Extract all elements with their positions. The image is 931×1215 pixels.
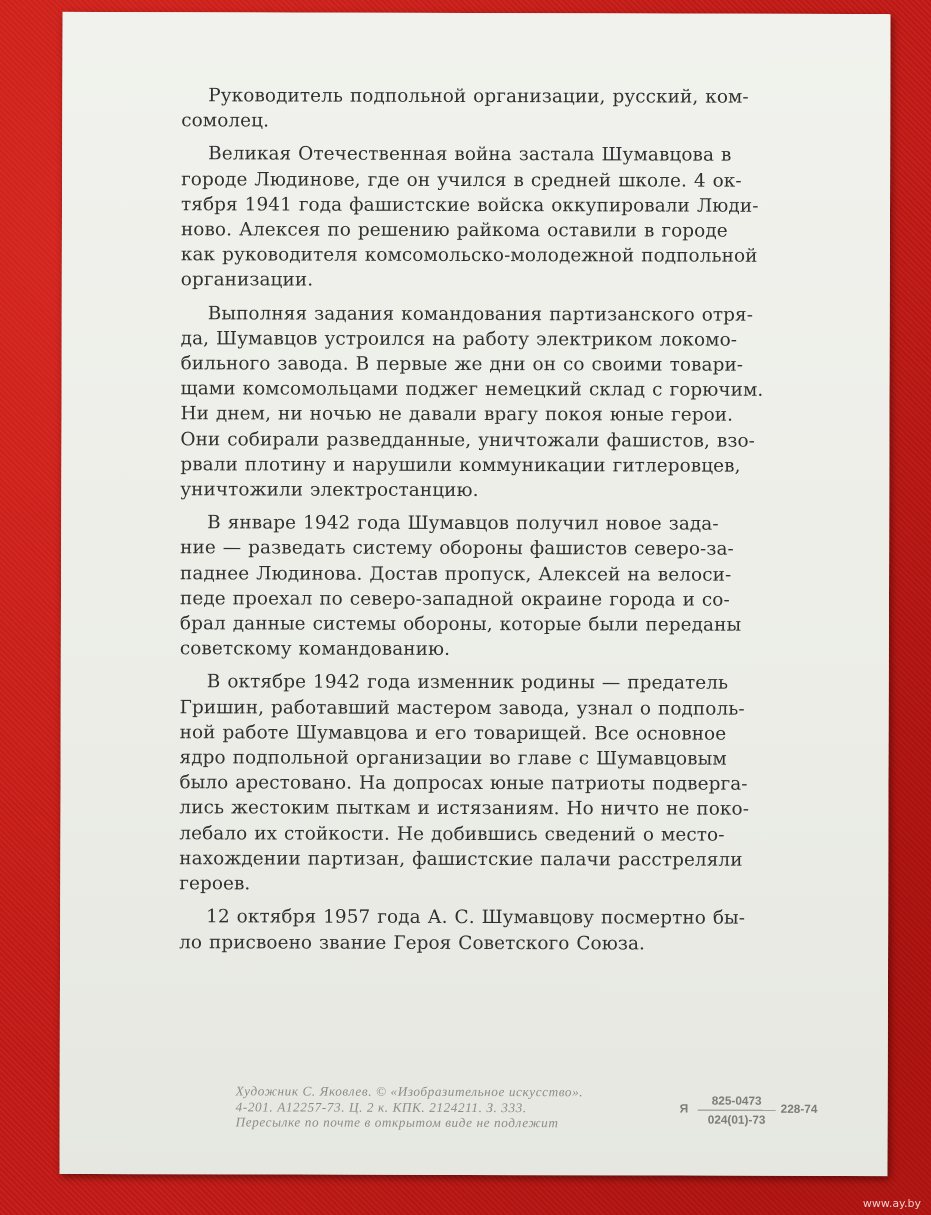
paragraph-6: 12 октября 1957 года А. С. Шумавцову посмертно бы- ло присвоено звание Героя Советского Союза. [179, 906, 746, 954]
index-numerator: 825-0473 [698, 1094, 776, 1111]
imprint-print-code-line: 4-201. А12257-73. Ц. 2 к. КПК. 2124211. З. 333. [235, 1098, 527, 1115]
index-suffix: 228-74 [780, 1101, 818, 1116]
imprint-artist-line: Художник С. Яковлев. © «Изобразительное искусство». [235, 1083, 584, 1100]
postcard-back [59, 12, 890, 1176]
paragraph-1: Руководитель подпольной организации, русский, ком- сомолец. [181, 85, 749, 132]
paragraph-3: Выполняя задания командования партизанского отря- да, Шумавцов устроился на работу электриком локомо- бильного завода. В первые же дни он со своими товари- щами комсомольцами поджег немецкий склад с горючим. Ни днем, ни ночью не давали врагу покоя юные герои. Они собирали разведданные, уничтожали фашистов, взо- рвали плотину и нарушили коммуникации гитлеровцев, уничтожили электростанцию. [180, 302, 764, 502]
index-letter: Я [679, 1101, 689, 1116]
site-watermark: www.ay.by [862, 1197, 921, 1210]
index-fraction [698, 1094, 776, 1127]
biography-text [179, 83, 827, 964]
imprint-postal-notice: Пересылке по почте в открытом виде не подлежит [235, 1114, 559, 1131]
paragraph-2: Великая Отечественная война застала Шумавцова в городе Людинове, где он учился в средней школе. 4 ок- тября 1941 года фашистские войска оккупировали Люди- ново. Алексея по решению райкома оставили в городе как руководителя комсомольско-молодежной подпольной организации. [180, 143, 759, 291]
index-denominator: 024(01)-73 [707, 1112, 766, 1127]
paragraph-5: В октябре 1942 года изменник родины — предатель Гришин, работавший мастером завода, узнал о подполь- ной работе Шумавцова и его товарищей. Все основное ядро подпольной организации во главе с Шумавцовым было арестовано. На допросах юные патриоты подверга- лись жестоким пыткам и истязаниям. Но ничто не поко- лебало их стойкости. Не добившись сведений о место- нахождении партизан, фашистские палачи расстреляли героев. [179, 671, 750, 895]
paragraph-4: В январе 1942 года Шумавцов получил новое зада- ние — разведать систему обороны фашистов северо-за- паднее Людинова. Достав пропуск, Алексей на велоси- педе проехал по северо-западной окраине города и со- брал данные системы обороны, которые были переданы советскому командованию. [179, 512, 742, 661]
